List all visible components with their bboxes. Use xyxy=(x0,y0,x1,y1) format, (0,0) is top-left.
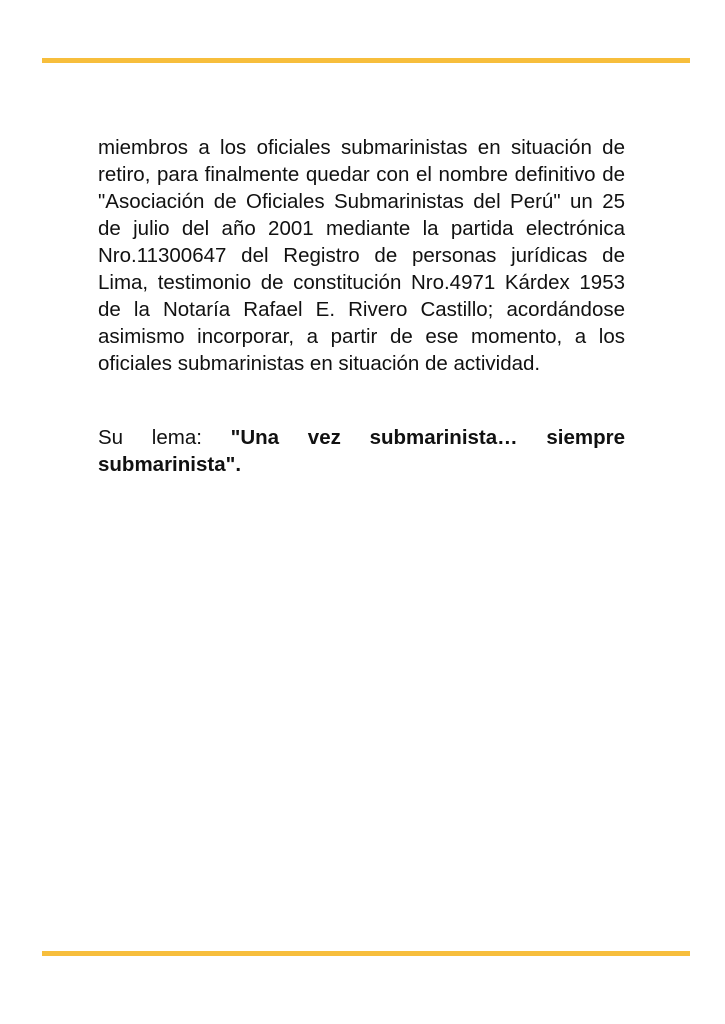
top-accent-rule xyxy=(42,58,690,63)
body-paragraph: miembros a los oficiales submarinistas en situación de retiro, para finalmente quedar con el nombre definitivo de "Asociación de Oficiales Submarinistas del Perú" un 25 de julio del año 2001 mediante la partida electrónica Nro.11300647 del Registro de personas jurídicas de Lima, testimonio de constitución Nro.4971 Kárdex 1953 de la Notaría Rafael E. Rivero Castillo; acordándose asimismo incorporar, a partir de ese momento, a los oficiales submarinistas en situación de actividad. xyxy=(98,136,625,375)
bottom-accent-rule xyxy=(42,951,690,956)
motto-label: Su lema: xyxy=(98,426,231,449)
motto-paragraph xyxy=(98,424,625,478)
motto-text: "Una vez submarinista… siempre submarinista". xyxy=(98,426,625,476)
page-content xyxy=(98,134,625,478)
